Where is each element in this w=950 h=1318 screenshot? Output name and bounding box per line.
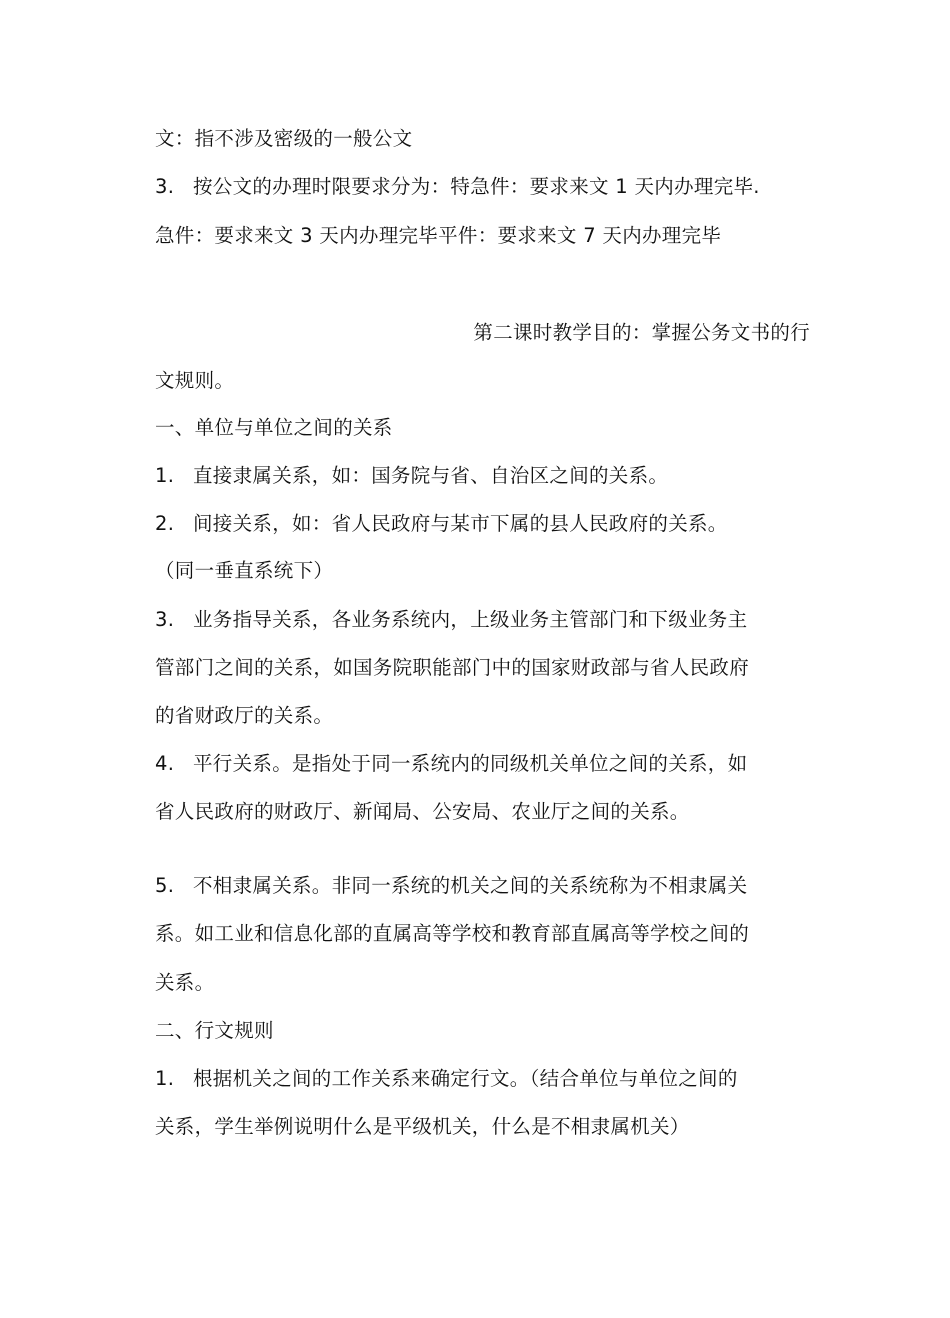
- line-text: 文：指不涉及密级的一般公文: [155, 127, 413, 150]
- line-text: 一、单位与单位之间的关系: [155, 416, 393, 439]
- numbered-line: [155, 1064, 815, 1094]
- item-number: 2.: [155, 512, 175, 535]
- text-line: [155, 124, 815, 154]
- numbered-line: [155, 605, 815, 635]
- text-line: [155, 968, 815, 998]
- line-text: 文规则。: [155, 369, 235, 392]
- line-text: 直接隶属关系，如：国务院与省、自治区之间的关系。: [193, 464, 669, 487]
- item-number: 1.: [155, 1067, 175, 1090]
- numbered-line: [155, 461, 815, 491]
- line-text: 不相隶属关系。非同一系统的机关之间的关系统称为不相隶属关: [193, 874, 748, 897]
- line-text: 第二课时教学目的：掌握公务文书的行: [473, 321, 810, 344]
- text-line: [155, 1112, 815, 1142]
- line-text: 业务指导关系，各业务系统内，上级业务主管部门和下级业务主: [193, 608, 748, 631]
- section-heading-right: [473, 318, 810, 348]
- line-text: 关系，学生举例说明什么是平级机关，什么是不相隶属机关）: [155, 1115, 690, 1138]
- text-line: [155, 221, 815, 251]
- line-text: 系。如工业和信息化部的直属高等学校和教育部直属高等学校之间的: [155, 922, 750, 945]
- line-text: 急件：要求来文 3 天内办理完毕平件：要求来文 7 天内办理完毕: [155, 224, 722, 247]
- line-text: 间接关系，如：省人民政府与某市下属的县人民政府的关系。: [193, 512, 728, 535]
- section-heading: [155, 413, 815, 443]
- item-number: 1.: [155, 464, 175, 487]
- line-text: 平行关系。是指处于同一系统内的同级机关单位之间的关系，如: [193, 752, 748, 775]
- text-line: [155, 701, 815, 731]
- item-number: 4.: [155, 752, 175, 775]
- text-line: [155, 919, 815, 949]
- line-text: 关系。: [155, 971, 215, 994]
- text-line: [155, 556, 815, 586]
- text-line: [155, 797, 815, 827]
- text-line: [155, 366, 815, 396]
- numbered-line: [155, 509, 815, 539]
- line-text: 二、行文规则: [155, 1019, 274, 1042]
- section-heading: [155, 1016, 815, 1046]
- line-text: 按公文的办理时限要求分为：特急件：要求来文 1 天内办理完毕.: [193, 175, 760, 198]
- numbered-line: [155, 749, 815, 779]
- item-number: 3.: [155, 175, 175, 198]
- item-number: 3.: [155, 608, 175, 631]
- line-text: （同一垂直系统下）: [155, 559, 334, 582]
- text-line: [155, 653, 815, 683]
- item-number: 5.: [155, 874, 175, 897]
- line-text: 根据机关之间的工作关系来确定行文。（结合单位与单位之间的: [193, 1067, 738, 1090]
- line-text: 的省财政厅的关系。: [155, 704, 334, 727]
- line-text: 管部门之间的关系，如国务院职能部门中的国家财政部与省人民政府: [155, 656, 750, 679]
- numbered-line: [155, 871, 815, 901]
- line-text: 省人民政府的财政厅、新闻局、公安局、农业厅之间的关系。: [155, 800, 690, 823]
- numbered-line: [155, 172, 815, 202]
